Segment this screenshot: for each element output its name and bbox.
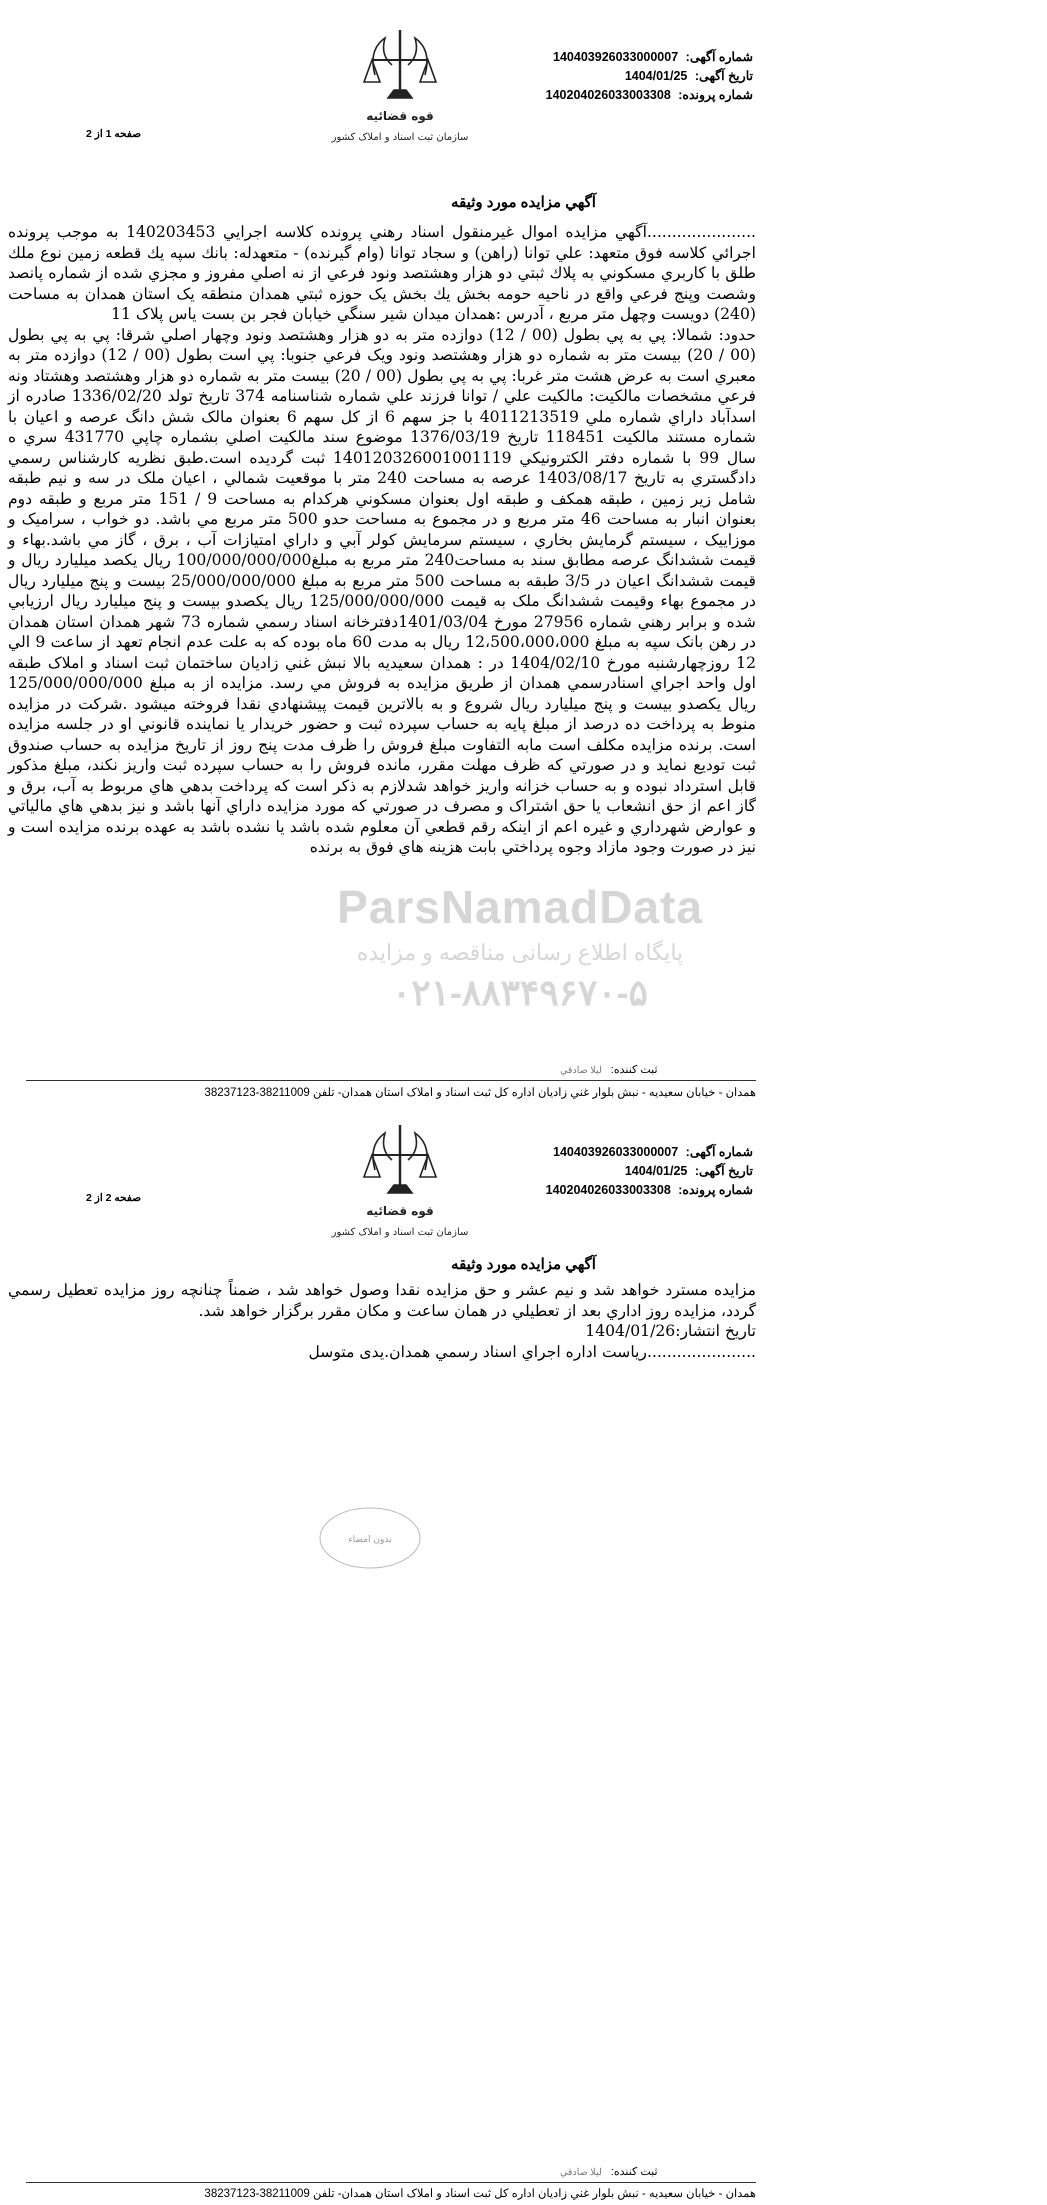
case-number: 140204026033003308 [545,1183,671,1197]
case-number-row: شماره پرونده: 140204026033003308 [545,88,753,102]
notice-title: آگهي مزايده مورد وثيقه [451,194,596,211]
notice-number-row: شماره آگهی: 140403926033000007 [553,1145,753,1159]
svg-text:سازمان ثبت اسناد و املاک کشور: سازمان ثبت اسناد و املاک کشور [331,1227,469,1238]
registrar-signature: ليلا صادقي [560,1065,602,1076]
footer-address: همدان - خيابان سعيديه - نبش بلوار غني زاديان اداره کل ثبت اسناد و املاک استان همدان- تلفن 38211009-38237123 [204,2188,756,2200]
notice-date-row: تاریخ آگهی: 1404/01/25 [624,1164,753,1178]
notice-date: 1404/01/25 [624,1164,688,1178]
svg-text:قوه قضائیه: قوه قضائیه [366,1204,434,1218]
registrar-signature: ليلا صادقي [560,2167,602,2178]
footer-address: همدان - خيابان سعيديه - نبش بلوار غني زاديان اداره کل ثبت اسناد و املاک استان همدان- تلفن 38211009-38237123 [204,1087,756,1099]
watermark-phone: ۰۲۱-۸۸۳۴۹۶۷۰-۵ [391,972,648,1013]
footer-divider [26,2182,756,2183]
official-stamp-icon [315,1500,425,1580]
svg-text:سازمان ثبت اسناد و املاک کشور: سازمان ثبت اسناد و املاک کشور [331,132,469,143]
notice-meta [525,48,753,105]
notice-meta [525,1143,753,1200]
judiciary-emblem-icon [330,1115,470,1250]
watermark-tagline: پایگاه اطلاع رسانی مناقصه و مزایده [356,940,684,965]
watermark-brand: ParsNamadData [337,881,703,933]
judiciary-emblem-icon [330,20,470,155]
page-number: صفحه 2 از 2 [86,1192,142,1204]
notice-number: 140403926033000007 [553,1145,679,1159]
publish-date: تاريخ انتشار:1404/01/26 [585,1322,756,1340]
notice-body [8,222,756,858]
case-number-row: شماره پرونده: 140204026033003308 [545,1183,753,1197]
registrar-line: ثبت کننده: ليلا صادقي [560,2166,658,2178]
notice-body [8,1280,756,1362]
svg-text:بدون امضاء: بدون امضاء [348,1535,392,1545]
page-number: صفحه 1 از 2 [86,128,142,140]
notice-date: 1404/01/25 [624,69,688,83]
registrar-line: ثبت کننده: ليلا صادقي [560,1064,658,1076]
case-number: 140204026033003308 [545,88,671,102]
notice-paragraph: ......................آگهي مزايده اموال غيرمنقول اسناد رهني پرونده كلاسه اجرايي 140203453 به موجب پرونده اجرائي كلاسه فوق متعهد: علي توانا (راهن) و سجاد توانا (وام گيرنده) - متعهدله: بانك سپه يك قطعه زمين نوع ملك طلق با كاربري مسكوني به پلاك ثبتي دو هزار وهشتصد ونود فرعي از نه اصلي مفروز و مجزي شده از شماره پانصد وشصت وپنج فرعي واقع در ناحيه حومه بخش يك بخش يک حوزه ثبتي همدان منطقه يک استان همدان به مساحت (240) دويست وچهل متر مربع ، آدرس :همدان ميدان شير سنگي خيابان فجر بن بست ياس پلاک 11 [8,223,756,323]
notice-date-row: تاریخ آگهی: 1404/01/25 [624,69,753,83]
svg-text:قوه قضائیه: قوه قضائیه [366,109,434,123]
notice-number: 140403926033000007 [553,50,679,64]
notice-number-row: شماره آگهی: 140403926033000007 [553,50,753,64]
signatory-line: ......................رياست اداره اجراي اسناد رسمي همدان.يدی متوسل [308,1342,756,1361]
notice-title: آگهي مزايده مورد وثيقه [451,1256,596,1273]
footer-divider [26,1080,756,1081]
notice-paragraph: حدود: شمالا: پي به پي بطول (00 / 12) دوازده متر به دو هزار وهشتصد ونود وچهار اصلي شرقا: پي به پي بطول (00 / 20) بيست متر به شماره دو هزار وهشتصد ونود ويک فرعي جنوبا: پي است بطول (00 / 12) دوازده متر به معبري است به عرض هشت متر غربا: پي به پي بطول (00 / 20) بيست متر به شماره دو هزار وهشتصد وهشتاد ونه فرعي مشخصات مالكيت: مالكيت علي / توانا فرزند علي شماره شناسنامه 374 تاريخ تولد 1336/02/20 صادره از اسدآباد داراي شماره ملي 4011213519 با جز سهم 6 از كل سهم 6 بعنوان مالک شش دانگ عرصه و اعيان با شماره مستند مالكيت 118451 تاريخ 1376/03/19 موضوع سند مالكيت اصلي بشماره چاپي 431770 سري ه سال 99 با شماره دفتر الكترونيكي 140120326001001119 ثبت گرديده است.طبق نظريه كارشناس رسمي دادگستري به تاريخ 1403/08/17 عرصه به مساحت 240 متر با موقعيت شمالي ، اعيان ملک در سه و نيم طبقه شامل زير زمين ، طبقه همکف و طبقه اول بعنوان مسکوني هرکدام به مساحت 9 / 151 متر مربع و طبقه دوم بعنوان انبار به مساحت 46 متر مربع و در مجموع به مساحت حدو 500 متر مربع مي باشد. دو خواب ، سراميک و موزاييک ، سيستم گرمايش بخاري ، سيستم سرمايش کولر آبي و داراي امتيازات آب ، برق ، گاز مي باشد.بهاء و قيمت ششدانگ عرصه مطابق سند به مساحت240 متر مربع به مبلغ100/000/000/000 ريال يکصد ميليارد ريال و قيمت ششدانگ اعيان در 3/5 طبقه به مساحت 500 متر مربع به مبلغ 25/000/000/000 بيست و پنج ميليارد ريال در مجموع بهاء وقيمت ششدانگ ملک به قيمت 125/000/000/000 ريال يکصدو بيست و پنج ميليارد ريال ارزيابي شده و برابر رهني شماره 27956 مورخ 1401/03/04دفترخانه اسناد رسمي شماره 73 شهر همدان استان همدان در رهن بانک سپه به مبلغ 12،500،000،000 ريال به مدت 60 ماه بوده که به علت عدم انجام تعهد از ساعت 9 الي 12 روزچهارشنبه مورخ 1404/02/10 در : همدان سعيديه بالا نبش غني زاديان ساختمان ثبت اسناد و املاک طبقه اول واحد اجراي اسنادرسمي همدان از طريق مزايده به فروش مي رسد. مزايده از به مبلغ 125/000/000/000 ريال يکصدو بيست و پنج ميليارد ريال شروع و به بالاترين قيمت پيشنهادي نقدا فروخته ميشود .شرکت در مزايده منوط به پرداخت ده درصد از مبلغ پايه به حساب سپرده ثبت و حضور خريدار يا نماينده قانوني او در جلسه مزايده است. برنده مزايده مکلف است مابه التفاوت مبلغ فروش را ظرف مدت پنج روز از تاريخ مزايده به حساب صندوق ثبت توديع نمايد و در صورتي که ظرف مهلت مقرر، مانده فروش را به حساب سپرده ثبت واريز نکند، مبلغ مذکور قابل استرداد نبوده و به حساب خزانه واريز خواهد شدلازم به ذکر است که پرداخت بدهي هاي مربوط به آب، برق و گاز اعم از حق انشعاب يا حق اشتراک و مصرف در صورتي که مورد مزايده داراي آنها باشد و نيز بدهي هاي مالياتي و عوارض شهرداري و غيره اعم از اينکه رقم قطعي آن معلوم شده باشد يا نشده باشد به عهده برنده مزايده است و نيز در صورت وجود مازاد وجوه پرداختي بابت هزينه هاي فوق به برنده [8,325,757,856]
notice-page-2 [0,1115,1047,2205]
notice-paragraph: مزايده مسترد خواهد شد و نيم عشر و حق مزايده نقدا وصول خواهد شد ، ضمناً چنانچه روز مزايده تعطيل رسمي گردد، مزايده روز اداري بعد از تعطيلي در همان ساعت و مکان مقرر برگزار خواهد شد. [8,1281,756,1320]
